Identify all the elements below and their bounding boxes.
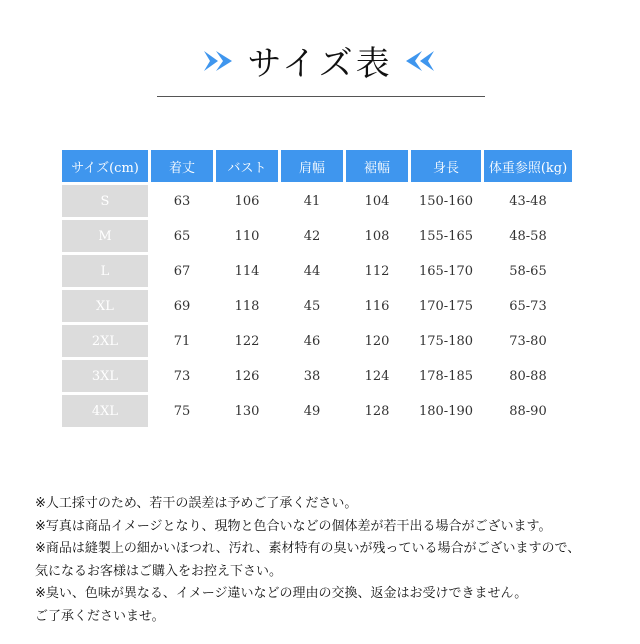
table-cell: 110 [234,228,260,244]
size-cell: L [62,255,148,287]
table-cell: 49 [303,403,321,419]
table-cell: 42 [303,228,321,244]
size-cell: M [62,220,148,252]
table-cell: 67 [173,263,191,279]
table-cell: 106 [234,193,260,209]
table-row [62,255,572,287]
table-cell: 80-88 [509,368,547,384]
size-cell: S [62,185,148,217]
size-cell: 4XL [62,395,148,427]
table-cell: 108 [364,228,390,244]
note-line: 気になるお客様はご購入をお控え下さい。 [35,563,283,579]
table-cell: 104 [364,193,390,209]
size-cell: XL [62,290,148,322]
table-cell: 58-65 [509,263,547,279]
table-cell: 46 [303,333,321,349]
table-cell: 73 [173,368,191,384]
page-title: サイズ表 [247,44,393,84]
table-row [62,325,572,357]
table-cell: 71 [173,333,191,349]
table-cell: 128 [364,403,390,419]
table-cell: 65-73 [509,298,547,314]
table-row [62,360,572,392]
header-bust: バスト [216,150,278,182]
table-row [62,290,572,322]
table-cell: 44 [303,263,321,279]
size-table [59,147,575,430]
table-cell: 180-190 [418,403,474,419]
table-header-row [62,150,572,182]
table-cell: 73-80 [509,333,547,349]
table-cell: 124 [364,368,390,384]
table-cell: 155-165 [418,228,474,244]
table-row [62,220,572,252]
header-length: 着丈 [151,150,213,182]
table-cell: 65 [173,228,191,244]
title-block [0,30,640,90]
table-cell: 69 [173,298,191,314]
table-body [62,185,572,427]
table-cell: 178-185 [418,368,474,384]
table-cell: 170-175 [418,298,474,314]
table-cell: 130 [234,403,260,419]
table-row [62,395,572,427]
size-cell: 2XL [62,325,148,357]
table-cell: 120 [364,333,390,349]
size-cell: 3XL [62,360,148,392]
table-cell: 116 [364,298,390,314]
table-cell: 112 [364,263,390,279]
table-cell: 45 [303,298,321,314]
header-weight: 体重参照(kg) [484,150,572,182]
note-line: ※写真は商品イメージとなり、現物と色合いなどの個体差が若干出る場合がございます。 [35,518,552,534]
notes [35,493,625,628]
header-height: 身長 [411,150,481,182]
table-cell: 150-160 [418,193,474,209]
note-line: ※臭い、色味が異なる、イメージ違いなどの理由の交換、返金はお受けできません。 [35,586,528,601]
table-cell: 43-48 [509,193,547,209]
header-size: サイズ(cm) [62,150,148,182]
header-hem: 裾幅 [346,150,408,182]
table-cell: 165-170 [418,263,474,279]
table-cell: 38 [303,368,321,384]
table-cell: 126 [234,368,260,384]
note-line: ※人工採寸のため、若干の誤差は予めご了承ください。 [35,496,358,511]
table-cell: 48-58 [509,228,547,244]
header-shoulder: 肩幅 [281,150,343,182]
table-cell: 175-180 [418,333,474,349]
table-cell: 88-90 [509,403,547,419]
table-cell: 41 [303,193,321,209]
title-divider [157,96,485,97]
table-cell: 63 [173,193,191,209]
chevron-left-icon [400,48,434,74]
note-line: ※商品は縫製上の細かいほつれ、汚れ、素材特有の臭いが残っている場合がございますので、 [35,541,581,556]
note-line: ご了承くださいませ。 [35,608,165,624]
table-cell: 118 [234,298,260,314]
table-cell: 75 [173,403,191,419]
table-cell: 114 [234,263,260,279]
table-cell: 122 [234,333,260,349]
table-row [62,185,572,217]
